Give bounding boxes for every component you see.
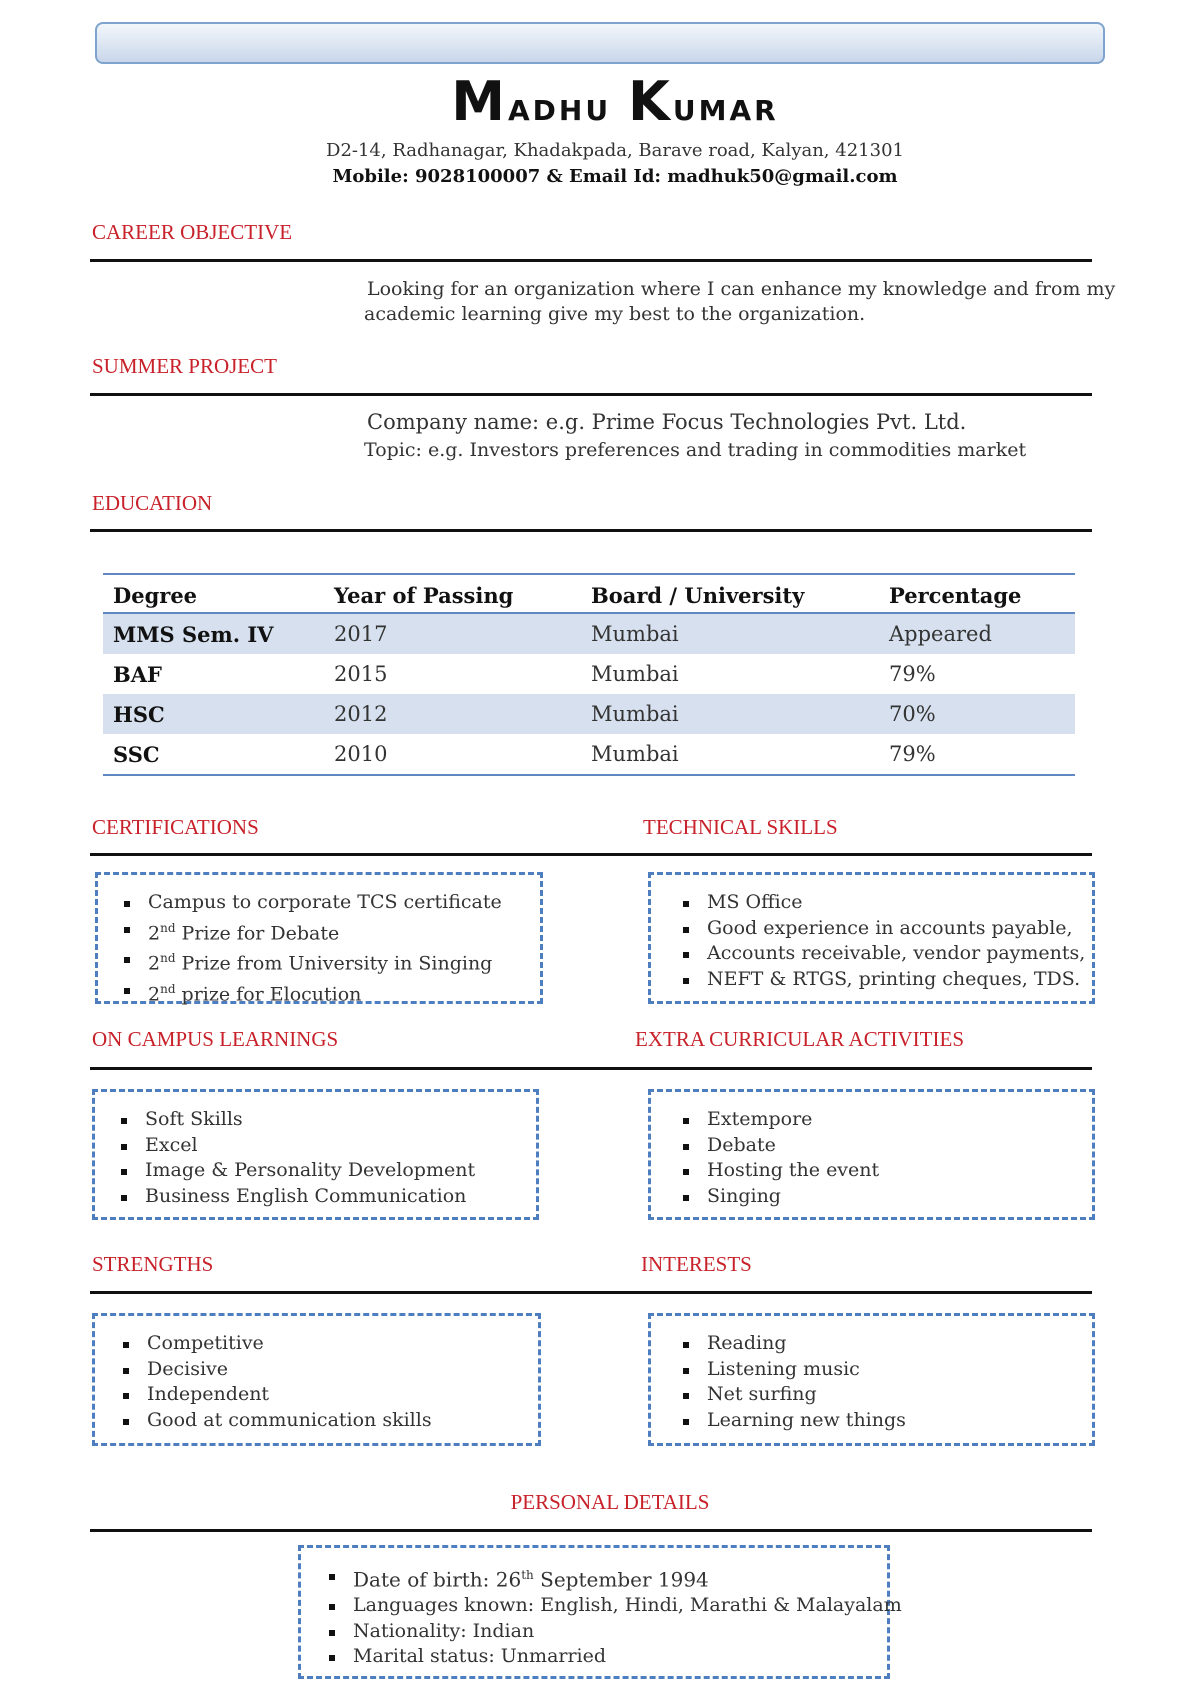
list-item: 2nd Prize from University in Singing (116, 946, 540, 977)
list-item: Date of birth: 26th September 1994 (321, 1563, 887, 1593)
list-item: MS Office (675, 890, 1092, 916)
on-campus-box (92, 1089, 539, 1220)
certifications-box (95, 872, 543, 1004)
cell-board: Mumbai (581, 613, 879, 654)
cell-degree: HSC (103, 694, 324, 734)
divider (90, 1067, 1092, 1070)
list-item: Hosting the event (675, 1158, 1092, 1184)
list-item: Debate (675, 1133, 1092, 1159)
list-item: Excel (113, 1133, 536, 1159)
divider (90, 1291, 1092, 1294)
cell-percentage: 79% (889, 742, 936, 766)
section-title-extra-curricular: EXTRA CURRICULAR ACTIVITIES (635, 1027, 965, 1051)
cell-year: 2015 (334, 662, 388, 686)
cell-degree: BAF (113, 661, 162, 687)
cell-board: Mumbai (581, 694, 879, 734)
cell-percentage: 79% (889, 662, 936, 686)
project-company: Company name: e.g. Prime Focus Technologies Pvt. Ltd. (367, 410, 967, 434)
project-topic: Topic: e.g. Investors preferences and trading in commodities market (364, 439, 1027, 461)
cell-year: 2017 (324, 613, 581, 654)
education-table (103, 575, 1075, 776)
divider (90, 529, 1092, 532)
section-title-strengths: STRENGTHS (92, 1252, 214, 1276)
contact-line: Mobile: 9028100007 & Email Id: madhuk50@gmail.com (332, 166, 898, 187)
address: D2-14, Radhanagar, Khadakpada, Barave road, Kalyan, 421301 (326, 140, 904, 161)
divider (90, 393, 1092, 396)
table-row (103, 734, 1075, 775)
list-item: 2nd Prize for Debate (116, 916, 540, 947)
col-degree: Degree (103, 575, 324, 613)
objective-line-1: Looking for an organization where I can enhance my knowledge and from my (367, 278, 1116, 300)
cell-year: 2012 (324, 694, 581, 734)
section-title-career-objective: CAREER OBJECTIVE (92, 220, 293, 244)
list-item: Campus to corporate TCS certificate (116, 890, 540, 916)
list-item: Languages known: English, Hindi, Marathi & Malayalam (321, 1593, 887, 1619)
divider (90, 853, 1092, 856)
section-title-summer-project: SUMMER PROJECT (92, 354, 277, 378)
table-row (103, 694, 1075, 734)
list-item: Nationality: Indian (321, 1619, 887, 1645)
divider (90, 259, 1092, 262)
extra-curricular-box (648, 1089, 1095, 1220)
col-year: Year of Passing (324, 575, 581, 613)
candidate-name: Madhu Kumar (451, 70, 779, 133)
objective-line-2: academic learning give my best to the organization. (364, 303, 866, 325)
list-item: Image & Personality Development (113, 1158, 536, 1184)
list-item: Accounts receivable, vendor payments, (675, 941, 1092, 967)
personal-details-box (298, 1545, 902, 1679)
list-item: Soft Skills (113, 1107, 536, 1133)
technical-skills-box (648, 872, 1095, 1004)
cell-board: Mumbai (591, 662, 679, 686)
list-item: Marital status: Unmarried (321, 1644, 887, 1670)
list-item: Decisive (115, 1357, 538, 1383)
list-item: NEFT & RTGS, printing cheques, TDS. (675, 967, 1092, 993)
list-item: Singing (675, 1184, 1092, 1210)
cell-degree: SSC (113, 741, 160, 767)
table-row (103, 654, 1075, 694)
cell-year: 2010 (334, 742, 388, 766)
list-item: Business English Communication (113, 1184, 536, 1210)
header-bar (95, 22, 1105, 64)
list-item: Competitive (115, 1331, 538, 1357)
cell-degree: MMS Sem. IV (103, 613, 324, 654)
section-title-interests: INTERESTS (641, 1252, 752, 1276)
list-item: Extempore (675, 1107, 1092, 1133)
list-item: 2nd prize for Elocution (116, 977, 540, 1008)
col-board: Board / University (581, 575, 879, 613)
list-item: Good at communication skills (115, 1408, 538, 1434)
section-title-education: EDUCATION (92, 491, 213, 515)
list-item: Independent (115, 1382, 538, 1408)
table-row (103, 613, 1075, 654)
cell-percentage: Appeared (879, 613, 1075, 654)
list-item: Good experience in accounts payable, (675, 916, 1092, 942)
interests-box (648, 1313, 1095, 1446)
list-item: Net surfing (675, 1382, 1092, 1408)
section-title-on-campus: ON CAMPUS LEARNINGS (92, 1027, 339, 1051)
cell-percentage: 70% (879, 694, 1075, 734)
list-item: Learning new things (675, 1408, 1092, 1434)
cell-board: Mumbai (591, 742, 679, 766)
table-header-row (103, 575, 1075, 613)
section-title-technical-skills: TECHNICAL SKILLS (643, 815, 838, 839)
col-percentage: Percentage (879, 575, 1075, 613)
strengths-box (92, 1313, 541, 1446)
list-item: Reading (675, 1331, 1092, 1357)
section-title-personal-details: PERSONAL DETAILS (510, 1490, 710, 1514)
list-item: Listening music (675, 1357, 1092, 1383)
section-title-certifications: CERTIFICATIONS (92, 815, 259, 839)
divider (90, 1529, 1092, 1532)
